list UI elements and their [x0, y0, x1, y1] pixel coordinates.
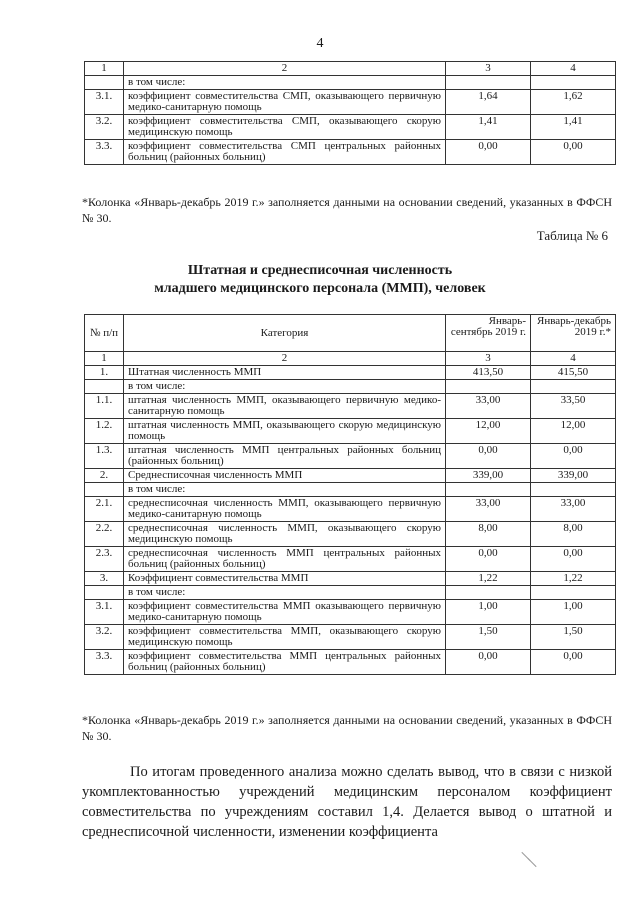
- header-number: № п/п: [85, 315, 124, 352]
- table-index-row: [85, 62, 616, 76]
- pen-mark: [518, 850, 540, 872]
- row-number: 3.: [85, 572, 124, 586]
- index-cell: 1: [85, 352, 124, 366]
- row-value-sep: 33,00: [446, 394, 531, 419]
- row-number: 3.3.: [85, 650, 124, 675]
- row-label: штатная численность ММП центральных районных больниц (районных больниц): [124, 444, 446, 469]
- row-value-dec: [531, 483, 616, 497]
- footnote: *Колонка «Январь-декабрь 2019 г.» заполняется данными на основании сведений, указанных в ФФСН № 30.: [82, 195, 612, 225]
- row-number: [85, 483, 124, 497]
- row-value-sep: 0,00: [446, 547, 531, 572]
- row-number: 3.3.: [85, 140, 124, 165]
- table-title-line: младшего медицинского персонала (ММП), человек: [154, 281, 486, 296]
- header-period-dec: Январь-декабрь 2019 г.*: [531, 315, 616, 352]
- page-number: 4: [316, 36, 324, 51]
- table-row: [85, 586, 616, 600]
- table-smp-coefficients: [84, 61, 616, 165]
- row-value-sep: 1,00: [446, 600, 531, 625]
- table-index-row: [85, 352, 616, 366]
- row-label: штатная численность ММП, оказывающего скорую медицинскую помощь: [124, 419, 446, 444]
- row-value-sep: [446, 483, 531, 497]
- row-label: коэффициент совместительства СМП, оказывающего первичную медико-санитарную помощь: [124, 90, 446, 115]
- table-title: [0, 262, 640, 298]
- table-row: [85, 547, 616, 572]
- row-value-dec: 8,00: [531, 522, 616, 547]
- table-row: [85, 366, 616, 380]
- row-number: 2.1.: [85, 497, 124, 522]
- table-row: [85, 469, 616, 483]
- row-value-sep: 1,41: [446, 115, 531, 140]
- row-number: 3.1.: [85, 600, 124, 625]
- table-row: [85, 483, 616, 497]
- row-value-dec: 33,00: [531, 497, 616, 522]
- row-value-sep: 8,00: [446, 522, 531, 547]
- row-label: среднесписочная численность ММП, оказывающего скорую медицинскую помощь: [124, 522, 446, 547]
- row-value-sep: 12,00: [446, 419, 531, 444]
- row-label: среднесписочная численность ММП центральных районных больниц (районных больниц): [124, 547, 446, 572]
- table-row: [85, 650, 616, 675]
- row-value-dec: 0,00: [531, 444, 616, 469]
- index-cell: 3: [446, 352, 531, 366]
- table-header-row: [85, 315, 616, 352]
- table-label: Таблица № 6: [536, 228, 608, 243]
- row-label: в том числе:: [124, 380, 446, 394]
- paragraph-text: По итогам проведенного анализа можно сделать вывод, что в связи с низкой укомплектованностью учреждений медицинским персоналом коэффициент совместительства по учреждениям составил 1,4. Делается вывод о штатной и среднесписочной численности, изменении коэффициента: [82, 764, 612, 840]
- row-value-sep: 0,00: [446, 650, 531, 675]
- row-number: [85, 380, 124, 394]
- row-label: Коэффициент совместительства ММП: [124, 572, 446, 586]
- row-label: штатная численность ММП, оказывающего первичную медико-санитарную помощь: [124, 394, 446, 419]
- row-label: коэффициент совместительства СМП, оказывающего скорую медицинскую помощь: [124, 115, 446, 140]
- table-row: [85, 115, 616, 140]
- table-row: [85, 572, 616, 586]
- row-value-dec: [531, 76, 616, 90]
- table-row: [85, 90, 616, 115]
- row-value-dec: 12,00: [531, 419, 616, 444]
- index-cell: 1: [85, 62, 124, 76]
- row-number: 1.1.: [85, 394, 124, 419]
- row-value-sep: 1,64: [446, 90, 531, 115]
- row-label: в том числе:: [124, 586, 446, 600]
- row-value-sep: [446, 76, 531, 90]
- index-cell: 2: [124, 352, 446, 366]
- table-row: [85, 380, 616, 394]
- row-label: Штатная численность ММП: [124, 366, 446, 380]
- table-row: [85, 600, 616, 625]
- row-value-dec: 0,00: [531, 650, 616, 675]
- row-number: 2.3.: [85, 547, 124, 572]
- table-row: [85, 140, 616, 165]
- row-value-dec: 1,00: [531, 600, 616, 625]
- table-row: [85, 497, 616, 522]
- row-label: коэффициент совместительства ММП, оказывающего скорую медицинскую помощь: [124, 625, 446, 650]
- row-label: коэффициент совместительства ММП центральных районных больниц (районных больниц): [124, 650, 446, 675]
- row-value-dec: 0,00: [531, 140, 616, 165]
- row-value-dec: 1,41: [531, 115, 616, 140]
- table-row: [85, 625, 616, 650]
- footnote: *Колонка «Январь-декабрь 2019 г.» заполняется данными на основании сведений, указанных в ФФСН № 30.: [82, 713, 612, 743]
- conclusion-paragraph: [82, 762, 612, 842]
- header-period-sep: Январь-сентябрь 2019 г.: [446, 315, 531, 352]
- row-value-dec: 33,50: [531, 394, 616, 419]
- row-value-dec: 1,62: [531, 90, 616, 115]
- row-number: 2.2.: [85, 522, 124, 547]
- row-label: коэффициент совместительства СМП центральных районных больниц (районных больниц): [124, 140, 446, 165]
- row-label: в том числе:: [124, 483, 446, 497]
- index-cell: 4: [531, 62, 616, 76]
- row-value-dec: 0,00: [531, 547, 616, 572]
- row-value-dec: 339,00: [531, 469, 616, 483]
- row-number: 2.: [85, 469, 124, 483]
- header-category: Категория: [124, 315, 446, 352]
- row-value-dec: 1,22: [531, 572, 616, 586]
- row-value-dec: [531, 380, 616, 394]
- row-value-sep: [446, 586, 531, 600]
- row-value-sep: 1,50: [446, 625, 531, 650]
- row-value-dec: 1,50: [531, 625, 616, 650]
- row-number: 3.2.: [85, 625, 124, 650]
- index-cell: 4: [531, 352, 616, 366]
- row-label: среднесписочная численность ММП, оказывающего первичную медико-санитарную помощь: [124, 497, 446, 522]
- row-number: 3.2.: [85, 115, 124, 140]
- row-label: Среднесписочная численность ММП: [124, 469, 446, 483]
- row-label: коэффициент совместительства ММП оказывающего первичную медико-санитарную помощь: [124, 600, 446, 625]
- table-row: [85, 76, 616, 90]
- row-value-dec: 415,50: [531, 366, 616, 380]
- row-label: в том числе:: [124, 76, 446, 90]
- row-value-sep: 413,50: [446, 366, 531, 380]
- index-cell: 2: [124, 62, 446, 76]
- row-number: 1.2.: [85, 419, 124, 444]
- row-value-sep: 1,22: [446, 572, 531, 586]
- table-row: [85, 522, 616, 547]
- row-value-dec: [531, 586, 616, 600]
- row-number: 1.: [85, 366, 124, 380]
- table-mmp-staffing: [84, 314, 616, 675]
- row-value-sep: 339,00: [446, 469, 531, 483]
- row-value-sep: 0,00: [446, 140, 531, 165]
- index-cell: 3: [446, 62, 531, 76]
- row-value-sep: 0,00: [446, 444, 531, 469]
- row-value-sep: [446, 380, 531, 394]
- table-row: [85, 444, 616, 469]
- table-title-line: Штатная и среднесписочная численность: [187, 263, 453, 278]
- row-number: [85, 76, 124, 90]
- row-number: 1.3.: [85, 444, 124, 469]
- row-number: 3.1.: [85, 90, 124, 115]
- table-row: [85, 394, 616, 419]
- table-row: [85, 419, 616, 444]
- row-value-sep: 33,00: [446, 497, 531, 522]
- row-number: [85, 586, 124, 600]
